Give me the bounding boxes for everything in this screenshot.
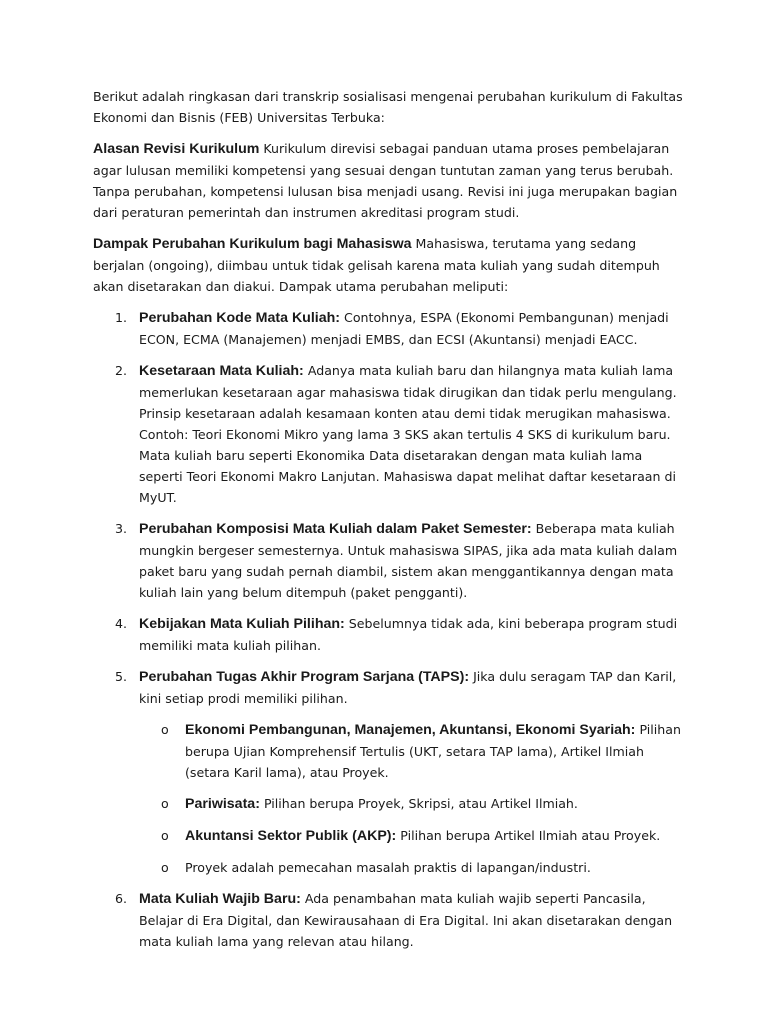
list-item-text: Beberapa mata kuliah mungkin bergeser semesternya. Untuk mahasiswa SIPAS, jika ada mata kuliah dalam paket baru yang sudah pernah diambil, sistem akan menggantikannya dengan mata kuliah lain yang belum ditempuh (paket pengganti).	[139, 521, 678, 600]
sub-item-text: Proyek adalah pemecahan masalah praktis di lapangan/industri.	[185, 860, 591, 875]
list-item	[93, 518, 683, 603]
alasan-text: Kurikulum direvisi sebagai panduan utama proses pembelajaran agar lulusan memiliki kompetensi yang sesuai dengan tuntutan zaman yang terus berubah. Tanpa perubahan, kompetensi lulusan bisa menjadi usang. Revisi ini juga merupakan bagian dari peraturan pemerintah dan instrumen akreditasi program studi.	[93, 141, 678, 220]
list-number: 6.	[115, 891, 128, 906]
bullet-icon: o	[161, 796, 169, 811]
dampak-text: Mahasiswa, terutama yang sedang berjalan (ongoing), diimbau untuk tidak gelisah karena mata kuliah yang sudah ditempuh akan disetarakan dan diakui. Dampak utama perubahan meliputi:	[93, 236, 660, 294]
sub-list-item	[139, 719, 683, 783]
impact-list	[93, 307, 683, 952]
sub-list-item	[139, 793, 683, 815]
dampak-paragraph	[93, 233, 683, 297]
list-item-title: Kebijakan Mata Kuliah Pilihan:	[139, 616, 345, 632]
document-body	[93, 86, 683, 962]
list-item-text: Adanya mata kuliah baru dan hilangnya mata kuliah lama memerlukan kesetaraan agar mahasiswa tidak dirugikan dan tidak perlu mengulang. Prinsip kesetaraan adalah kesamaan konten atau demi tidak merugikan mahasiswa. Contoh: Teori Ekonomi Mikro yang lama 3 SKS akan tertulis 4 SKS di kurikulum baru. Mata kuliah baru seperti Ekonomika Data disetarakan dengan mata kuliah lama seperti Teori Ekonomi Makro Lanjutan. Mahasiswa dapat melihat daftar kesetaraan di MyUT.	[139, 363, 677, 505]
list-number: 3.	[115, 521, 128, 536]
sub-list-item	[139, 857, 683, 878]
sub-item-text: Pilihan berupa Proyek, Skripsi, atau Artikel Ilmiah.	[263, 796, 578, 811]
sub-item-title: Ekonomi Pembangunan, Manajemen, Akuntansi, Ekonomi Syariah:	[185, 722, 636, 738]
list-number: 5.	[115, 669, 128, 684]
dampak-heading: Dampak Perubahan Kurikulum bagi Mahasiswa	[93, 236, 412, 252]
list-item	[93, 360, 683, 508]
list-item-text: Sebelumnya tidak ada, kini beberapa program studi memiliki mata kuliah pilihan.	[139, 616, 678, 653]
list-item-text: Ada penambahan mata kuliah wajib seperti Pancasila, Belajar di Era Digital, dan Kewirausahaan di Era Digital. Ini akan disetarakan dengan mata kuliah lama yang relevan atau hilang.	[139, 891, 673, 949]
sub-item-text: Pilihan berupa Artikel Ilmiah atau Proyek.	[400, 828, 661, 843]
list-item-title: Perubahan Kode Mata Kuliah:	[139, 310, 341, 326]
list-item-text: Contohnya, ESPA (Ekonomi Pembangunan) menjadi ECON, ECMA (Manajemen) menjadi EMBS, dan ECSI (Akuntansi) menjadi EACC.	[139, 310, 669, 347]
list-number: 4.	[115, 616, 128, 631]
list-item-title: Perubahan Tugas Akhir Program Sarjana (TAPS):	[139, 669, 470, 685]
bullet-icon: o	[161, 828, 169, 843]
list-number: 2.	[115, 363, 128, 378]
list-item-title: Perubahan Komposisi Mata Kuliah dalam Paket Semester:	[139, 521, 532, 537]
list-item	[93, 613, 683, 656]
list-item	[93, 307, 683, 350]
intro-paragraph: Berikut adalah ringkasan dari transkrip sosialisasi mengenai perubahan kurikulum di Fakultas Ekonomi dan Bisnis (FEB) Universitas Terbuka:	[93, 89, 683, 125]
bullet-icon: o	[161, 722, 169, 737]
bullet-icon: o	[161, 860, 169, 875]
list-number: 1.	[115, 310, 128, 325]
alasan-paragraph	[93, 138, 683, 223]
sub-list-item	[139, 825, 683, 847]
sub-item-text: Pilihan berupa Ujian Komprehensif Tertulis (UKT, setara TAP lama), Artikel Ilmiah (setara Karil lama), atau Proyek.	[185, 722, 681, 780]
list-item-text: Jika dulu seragam TAP dan Karil, kini setiap prodi memiliki pilihan.	[139, 669, 677, 706]
list-item-title: Kesetaraan Mata Kuliah:	[139, 363, 304, 379]
list-item-title: Mata Kuliah Wajib Baru:	[139, 891, 301, 907]
list-item	[93, 666, 683, 878]
alasan-heading: Alasan Revisi Kurikulum	[93, 141, 260, 157]
taps-options-list	[139, 719, 683, 878]
sub-item-title: Akuntansi Sektor Publik (AKP):	[185, 828, 397, 844]
sub-item-title: Pariwisata:	[185, 796, 260, 812]
list-item	[93, 888, 683, 952]
